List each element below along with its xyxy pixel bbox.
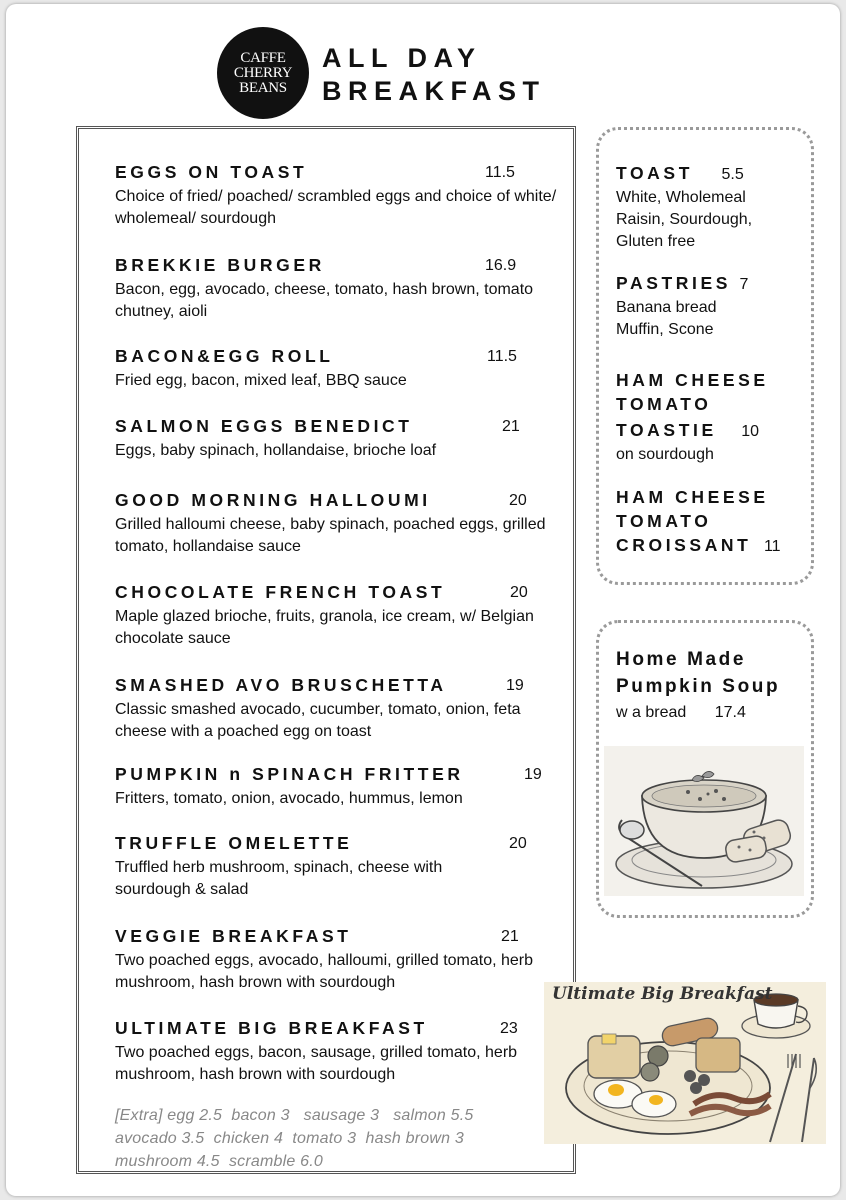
item-description: on sourdough [616,446,714,463]
big-breakfast-illustration [544,982,826,1144]
menu-item [115,926,560,994]
soup-item [616,646,780,724]
item-name: ULTIMATE BIG BREAKFAST [115,1018,428,1038]
item-description: Truffled herb mushroom, spinach, cheese with sourdough & salad [115,859,443,898]
item-price: 11.5 [487,348,517,365]
item-description: Two poached eggs, avocado, halloumi, grilled tomato, herb mushroom, hash brown with sourdough [115,952,534,991]
item-description: Maple glazed brioche, fruits, granola, ice cream, w/ Belgian chocolate sauce [115,608,534,647]
item-name: TRUFFLE OMELETTE [115,833,353,853]
item-price: 20 [510,584,528,601]
item-description: w a bread [616,704,687,721]
image-caption: Ultimate Big Breakfast [552,984,773,1004]
item-description: Bacon, egg, avocado, cheese, tomato, hash brown, tomato chutney, aioli [115,281,534,320]
item-price: 17.4 [714,704,746,721]
item-description: Banana bread [616,299,717,316]
item-description: Muffin, Scone [616,321,714,338]
extras-line: [Extra] egg 2.5 bacon 3 sausage 3 salmon 5.5 [115,1107,474,1124]
extras-line: mushroom 4.5 scramble 6.0 [115,1153,323,1170]
side-item-toastie [616,368,769,466]
item-name: CROISSANT [616,535,752,555]
item-price: 19 [506,677,524,694]
item-name: CHOCOLATE FRENCH TOAST [115,582,446,602]
side-item-croissant [616,485,781,559]
item-description: Two poached eggs, bacon, sausage, grilled tomato, herb mushroom, hash brown with sourdough [115,1044,518,1083]
menu-item [115,255,560,323]
item-name: SALMON EGGS BENEDICT [115,416,413,436]
item-name: HAM CHEESE [616,370,769,390]
side-item-pastries [616,271,748,341]
item-price: 19 [524,766,542,783]
item-description: Grilled halloumi cheese, baby spinach, poached eggs, grilled tomato, hollandaise sauce [115,516,546,555]
item-description: Classic smashed avocado, cucumber, tomato, onion, feta cheese with a poached egg on toast [115,701,521,740]
menu-item [115,582,560,650]
item-price: 10 [741,423,759,440]
item-description: Raisin, Sourdough, [616,211,753,228]
item-price: 21 [502,418,520,435]
item-name: TOMATO [616,511,712,531]
menu-item [115,162,560,230]
item-description: Eggs, baby spinach, hollandaise, brioche loaf [115,442,437,459]
title-line-2: BREAKFAST [322,76,546,106]
item-name: PASTRIES [616,273,732,293]
item-description: Fried egg, bacon, mixed leaf, BBQ sauce [115,372,407,389]
item-name: PUMPKIN n SPINACH FRITTER [115,764,464,784]
item-description: Gluten free [616,233,696,250]
item-name: Home Made [616,649,747,670]
item-name: BACON&EGG ROLL [115,346,334,366]
item-price: 20 [509,492,527,509]
item-price: 23 [500,1020,518,1037]
soup-bowl-icon [604,746,804,896]
item-name: VEGGIE BREAKFAST [115,926,352,946]
menu-item [115,764,560,810]
item-description: Fritters, tomato, onion, avocado, hummus, lemon [115,790,463,807]
cafe-logo [217,27,309,119]
logo-line: BEANS [239,79,287,96]
item-price: 11.5 [485,164,515,181]
item-name: TOASTIE [616,420,717,440]
item-name: TOAST [616,163,693,183]
breakfast-plate-icon [544,982,826,1144]
menu-item [115,416,560,462]
item-price: 11 [763,538,781,555]
item-price: 16.9 [485,257,517,274]
extras-list [115,1104,555,1173]
item-name: GOOD MORNING HALLOUMI [115,490,431,510]
item-price: 5.5 [721,166,744,183]
menu-item [115,346,560,392]
item-description: Choice of fried/ poached/ scrambled eggs and choice of white/ wholemeal/ sourdough [115,188,557,227]
item-name: TOMATO [616,394,712,414]
page-title [322,42,546,108]
menu-item [115,490,560,558]
main-menu-box [76,126,576,1174]
item-price: 20 [509,835,527,852]
item-description: White, Wholemeal [616,189,746,206]
item-name: Pumpkin Soup [616,676,781,697]
item-name: EGGS ON TOAST [115,162,308,182]
menu-item [115,833,560,901]
logo-line: CAFFE [240,49,286,66]
item-price: 7 [739,276,749,293]
item-name: BREKKIE BURGER [115,255,325,275]
extras-line: avocado 3.5 chicken 4 tomato 3 hash brown 3 [115,1130,464,1147]
soup-illustration [604,746,804,896]
menu-item [115,1018,560,1086]
menu-item [115,675,560,743]
title-line-1: ALL DAY [322,43,482,73]
item-name: SMASHED AVO BRUSCHETTA [115,675,447,695]
item-name: HAM CHEESE [616,487,769,507]
side-item-toast [616,161,752,253]
item-price: 21 [501,928,519,945]
logo-line: CHERRY [233,64,293,81]
